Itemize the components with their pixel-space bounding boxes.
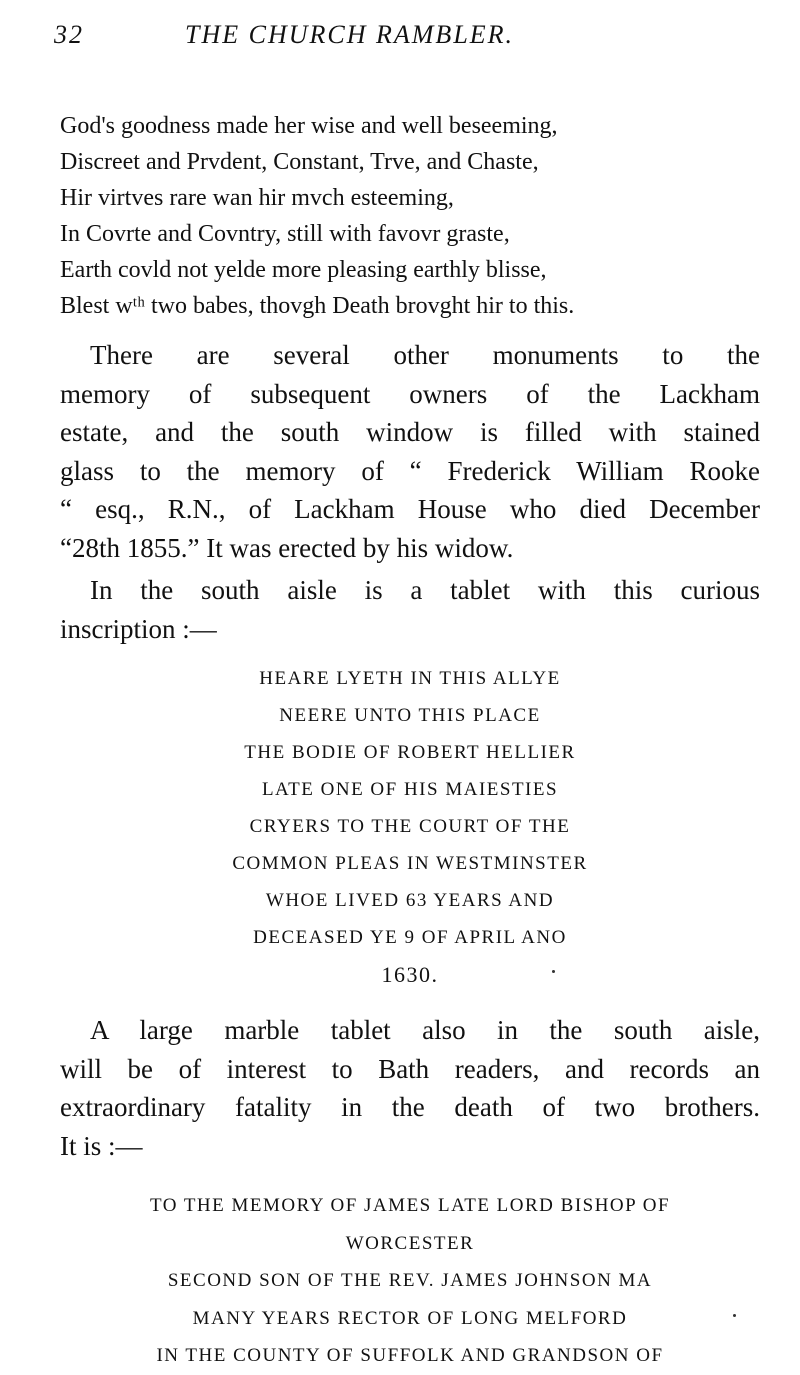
inscription-line: WHOE LIVED 63 YEARS AND: [265, 890, 555, 911]
inscription-line: SECOND SON OF THE REV. JAMES JOHNSON MA: [167, 1270, 653, 1291]
paragraph-line: memory of subsequent owners of the Lackham: [60, 378, 760, 409]
paragraph-south-aisle: [60, 571, 760, 648]
inscription-line: LATE ONE OF HIS MAIESTIES: [261, 779, 559, 800]
inscription-year: 1630.: [381, 962, 439, 987]
paragraph-monuments: [60, 336, 760, 567]
running-head: THE CHURCH RAMBLER.: [185, 20, 515, 49]
page-header: [54, 20, 760, 60]
verse-line: Discreet and Prvdent, Constant, Trve, and Chaste,: [60, 149, 539, 175]
verse-line: Hir virtves rare wan hir mvch esteeming,: [60, 185, 454, 211]
paragraph-line: glass to the memory of “ Frederick William Rooke: [60, 455, 760, 486]
inscription-line: DECEASED YE 9 OF APRIL ANO: [253, 927, 567, 948]
verse-line: God's goodness made her wise and well beseeming,: [60, 113, 558, 139]
print-speck: [552, 970, 555, 973]
inscription-line: IN THE COUNTY OF SUFFOLK AND GRANDSON OF: [156, 1345, 664, 1366]
inscription-line: HEARE LYETH IN THIS ALLYE: [259, 668, 561, 689]
print-speck: [733, 1314, 736, 1317]
inscription-line: MANY YEARS RECTOR OF LONG MELFORD: [192, 1307, 628, 1329]
paragraph-marble-tablet: [60, 1011, 760, 1165]
verse-line: Earth covld not yelde more pleasing earthly blisse,: [60, 257, 547, 283]
inscription-hellier: [60, 660, 760, 993]
inscription-line: THE BODIE OF ROBERT HELLIER: [244, 742, 576, 763]
inscription-line: CRYERS TO THE COURT OF THE: [249, 816, 571, 837]
paragraph-line: will be of interest to Bath readers, and records an: [60, 1053, 760, 1084]
paragraph-line: In the south aisle is a tablet with this curious: [90, 575, 760, 605]
verse-line: In Covrte and Covntry, still with favovr graste,: [60, 221, 510, 247]
inscription-line: WORCESTER: [345, 1232, 475, 1254]
paragraph-line: estate, and the south window is filled with stained: [60, 417, 760, 447]
verse-line: Blest wᵗʰ two babes, thovgh Death brovght hir to this.: [60, 293, 575, 319]
inscription-line: COMMON PLEAS IN WESTMINSTER: [232, 853, 588, 874]
paragraph-line: inscription :—: [60, 613, 217, 644]
inscription-line: NEERE UNTO THIS PLACE: [279, 705, 541, 726]
paragraph-line: “28th 1855.” It was erected by his widow.: [60, 532, 514, 563]
page-number: 32: [54, 20, 84, 49]
paragraph-line: A large marble tablet also in the south aisle,: [90, 1015, 760, 1045]
paragraph-line: It is :—: [60, 1130, 143, 1161]
verse-epitaph: [60, 108, 760, 324]
paragraph-line: There are several other monuments to the: [90, 340, 760, 370]
paragraph-line: “ esq., R.N., of Lackham House who died December: [60, 494, 760, 524]
paragraph-line: extraordinary fatality in the death of two brothers.: [60, 1092, 760, 1122]
inscription-line: TO THE MEMORY OF JAMES LATE LORD BISHOP OF: [149, 1195, 671, 1216]
inscription-johnson: [54, 1187, 766, 1375]
